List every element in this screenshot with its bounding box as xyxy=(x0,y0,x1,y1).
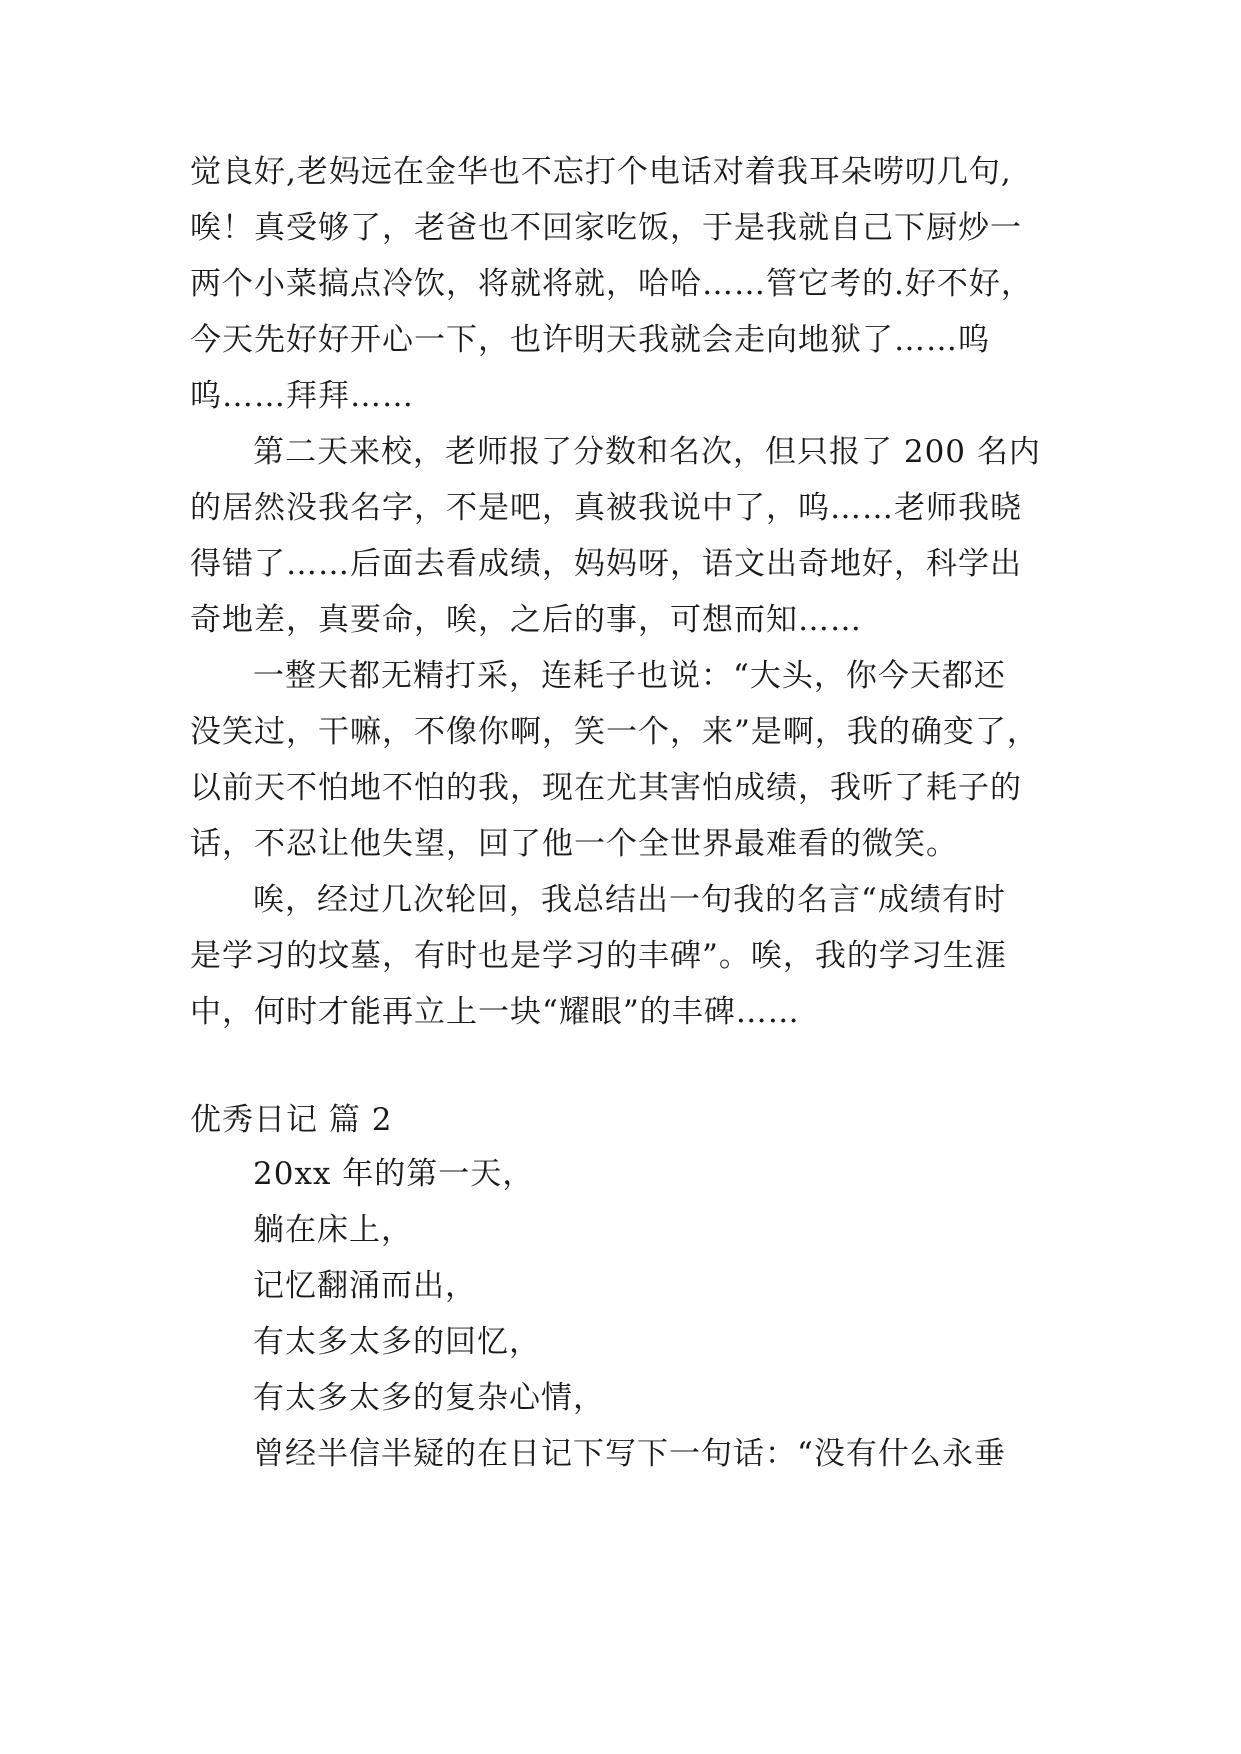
text-line: 是学习的坟墓，有时也是学习的丰碑”。唉，我的学习生涯 xyxy=(190,938,1007,974)
text-line: 话，不忍让他失望，回了他一个全世界最难看的微笑。 xyxy=(190,826,958,862)
poem-line: 20xx 年的第一天， xyxy=(253,1156,535,1192)
text-line: 呜……拜拜…… xyxy=(190,378,414,414)
text-line: 今天先好好开心一下，也许明天我就会走向地狱了……呜 xyxy=(190,322,990,358)
text-line: 唉，经过几次轮回，我总结出一句我的名言“成绩有时 xyxy=(253,882,1006,918)
text-line: 一整天都无精打采，连耗子也说：“大头，你今天都还 xyxy=(253,658,1006,694)
text-line: 的居然没我名字，不是吧，真被我说中了，呜……老师我晓 xyxy=(190,490,1022,526)
poem-line: 有太多太多的回忆， xyxy=(253,1324,541,1360)
text-line: 中，何时才能再立上一块“耀眼”的丰碑…… xyxy=(190,994,800,1030)
text-line: 觉良好,老妈远在金华也不忘打个电话对着我耳朵唠叨几句, xyxy=(190,154,1012,190)
section-heading: 优秀日记 篇 2 xyxy=(190,1102,393,1138)
text-line: 以前天不怕地不怕的我，现在尤其害怕成绩，我听了耗子的 xyxy=(190,770,1022,806)
poem-line: 记忆翻涌而出， xyxy=(253,1268,477,1304)
text-line: 奇地差，真要命，唉，之后的事，可想而知…… xyxy=(190,602,862,638)
text-line: 两个小菜搞点冷饮，将就将就，哈哈……管它考的.好不好， xyxy=(190,266,1033,302)
poem-line: 躺在床上， xyxy=(253,1212,413,1248)
text-line: 得错了……后面去看成绩，妈妈呀，语文出奇地好，科学出 xyxy=(190,546,1022,582)
poem-line: 曾经半信半疑的在日记下写下一句话：“没有什么永垂 xyxy=(253,1436,1006,1472)
text-line: 没笑过，干嘛，不像你啊，笑一个，来”是啊，我的确变了， xyxy=(190,714,1039,750)
text-line: 唉！真受够了，老爸也不回家吃饭，于是我就自己下厨炒一 xyxy=(190,210,1022,246)
poem-line: 有太多太多的复杂心情， xyxy=(253,1380,605,1416)
text-line: 第二天来校，老师报了分数和名次，但只报了 200 名内 xyxy=(253,434,1041,470)
